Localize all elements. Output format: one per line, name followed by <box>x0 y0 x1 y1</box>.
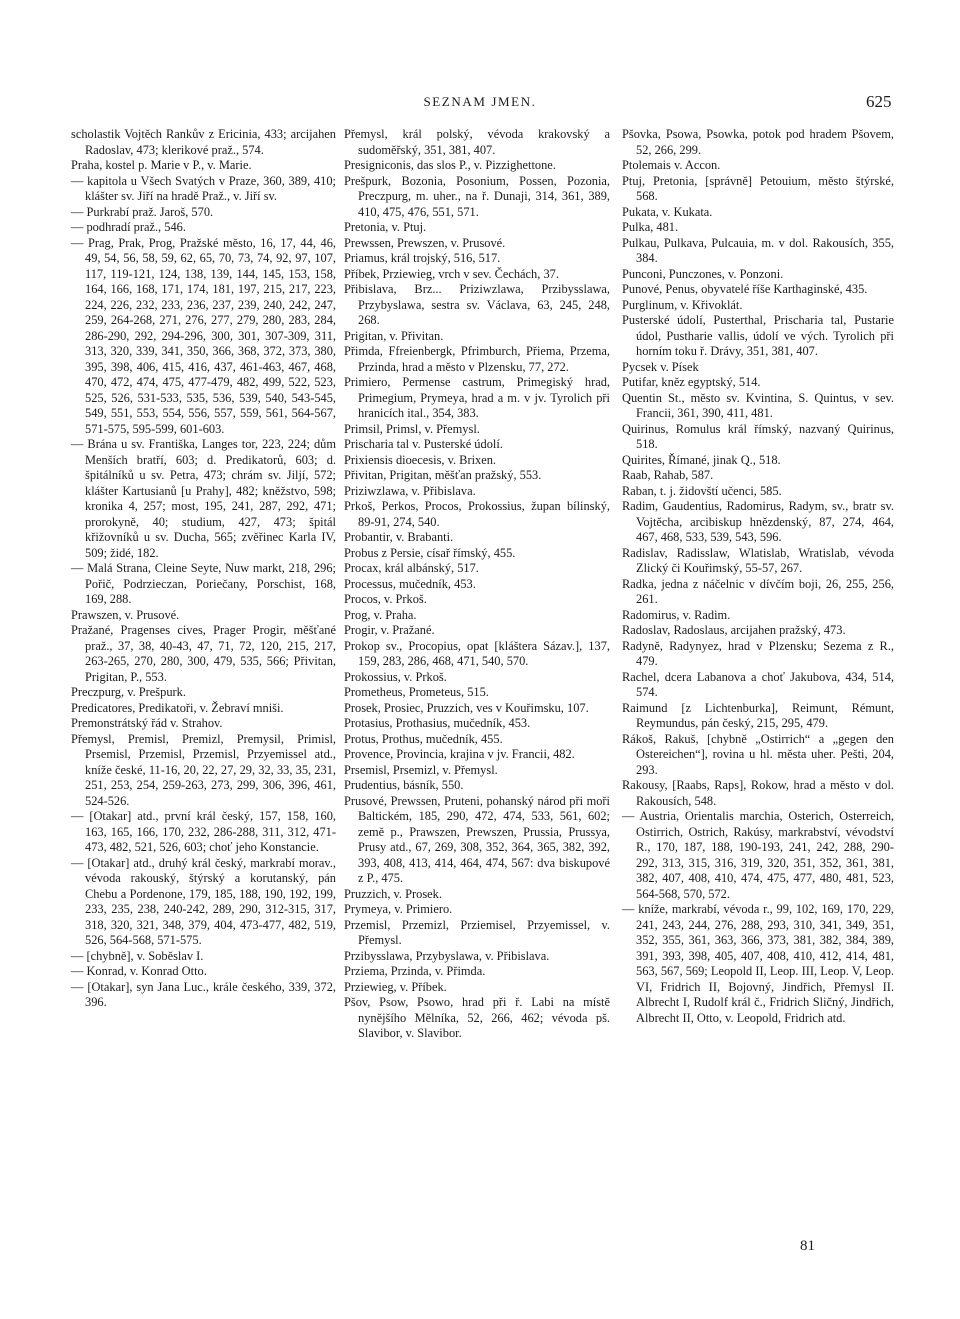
index-entry: Priamus, král trojský, 516, 517. <box>344 251 501 265</box>
index-entry: Quirites, Římané, jinak Q., 518. <box>622 452 781 467</box>
page-header-title: SEZNAM JMEN. <box>423 94 537 109</box>
index-entry: Punconi, Punczones, v. Ponzoni. <box>622 266 784 281</box>
index-entry: Punové, Penus, obyvatelé říše Karthaginské, 435. <box>622 282 868 296</box>
index-entry: Přimda, Ffreienbergk, Pfrimburch, Přiema, Przema, Przinda, hrad a město v Plzensku, 77, 272. <box>344 344 610 374</box>
page-number: 625 <box>866 92 892 111</box>
index-entry: Příbek, Prziewieg, vrch v sev. Čechách, 37. <box>344 266 559 281</box>
index-entry: — Konrad, v. Konrad Otto. <box>71 964 207 978</box>
index-entry: Pretonia, v. Ptuj. <box>344 220 427 234</box>
index-entry: Přivitan, Prigitan, měšťan pražský, 553. <box>344 468 542 482</box>
index-entry: Primiero, Permense castrum, Primegiský hrad, Primegium, Prymeya, hrad a m. v jv. Tyrolich při hranicích ital., 354, 383. <box>344 375 610 420</box>
index-entry: Rákoš, Rakuš, [chybně „Ostirrich“ a „gegen den Ostereichen“], rovina u hl. města uher. Pešti, 204, 293. <box>622 731 894 777</box>
signature-mark: 81 <box>800 1238 815 1254</box>
index-entry: Przemisl, Przemizl, Prziemisel, Przyemissel, v. Přemysl. <box>344 917 610 947</box>
index-entry: Pukata, v. Kukata. <box>622 204 713 219</box>
index-entry: Pulkau, Pulkava, Pulcauia, m. v dol. Rakousích, 355, 384. <box>622 235 894 265</box>
index-entry: Pusterské údolí, Pusterthal, Prischaria tal, Pustarie údol, Pustharie vallis, údolí ve vých. Tyrolich při horním toku ř. Drávy, 351, 381, 407. <box>622 313 894 358</box>
index-entry: Probus z Persie, císař římský, 455. <box>344 545 516 560</box>
index-entry: Purglinum, v. Křivoklát. <box>622 297 743 312</box>
index-entry: Processus, mučedník, 453. <box>344 576 476 591</box>
index-entry: — Brána u sv. Františka, Langes tor, 223, 224; dům Menších bratří, 603; d. Predikatorů, 603; d. špitálníků u sv. Petra, 473; chrám sv. Jiljí, 572; klášter Kartusianů [u Prahy], 482; kněžstvo, 598; kronika 4, 257; most, 195, 241, 287, 292, 471; prorokyně, 40; studium, 427, 473; špitál křižovníků u sv. Ducha, 565; zvěřinec Karla IV, 509; židé, 182. <box>71 437 336 560</box>
index-entry: Raimund [z Lichtenburka], Reimunt, Rémunt, Reymundus, pán český, 215, 295, 479. <box>622 700 894 730</box>
index-entry: Prawszen, v. Prusové. <box>71 607 180 622</box>
index-entry: — Prag, Prak, Prog, Pražské město, 16, 17, 44, 46, 49, 54, 56, 58, 59, 62, 65, 70, 73, 74, 92, 97, 107, 117, 119-121, 124, 138, 139, 144, 145, 153, 158, 164, 166, 168, 171, 174, 181, 197, 215, 217, 223, 224, 226, 232, 233, 236, 237, 239, 240, 242, 247, 259, 264-268, 271, 276, 277, 279, 280, 283, 284, 286-290, 292, 294-296, 300, 301, 307-309, 311, 313, 320, 339, 341, 350, 366, 368, 372, 373, 380, 395, 398, 406, 415, 416, 437, 461-463, 467, 468, 470, 472, 474, 475, 477-479, 482, 499, 522, 523, 525, 526, 531-533, 535, 536, 539, 540, 543-545, 549, 551, 553, 554, 556, 557, 559, 561, 564-567, 571-575, 595-599, 601-603. <box>71 235 336 436</box>
index-entry: Protasius, Prothasius, mučedník, 453. <box>344 716 531 730</box>
index-entry: Prosek, Prosiec, Pruzzich, ves v Kouřimsku, 107. <box>344 700 589 715</box>
index-entry: Prokossius, v. Prkoš. <box>344 669 447 684</box>
index-entry: Prischaria tal v. Pusterské údolí. <box>344 437 503 451</box>
index-entry: — Purkrabí praž. Jaroš, 570. <box>71 204 214 219</box>
index-entry: Ptuj, Pretonia, [správně] Petouium, město štýrské, 568. <box>622 173 894 203</box>
index-entry: Radoslav, Radoslaus, arcijahen pražský, 473. <box>622 623 846 637</box>
index-entry: Prkoš, Perkos, Procos, Prokossius, župan bílinský, 89-91, 274, 540. <box>344 499 610 529</box>
index-entry: Přemysl, král polský, vévoda krakovský a sudoměřský, 351, 381, 407. <box>344 127 610 157</box>
index-entry: Pulka, 481. <box>622 220 679 234</box>
index-entry: Putifar, kněz egyptský, 514. <box>622 375 761 389</box>
index-entry: Procax, král albánský, 517. <box>344 561 479 575</box>
index-entry: Priziwzlawa, v. Přibislava. <box>344 483 476 498</box>
index-entry: Prešpurk, Bozonia, Posonium, Possen, Pozonia, Preczpurg, m. uher., na ř. Dunaji, 314, 361, 389, 410, 475, 476, 551, 571. <box>344 173 610 219</box>
index-entry: scholastik Vojtěch Rankův z Ericinia, 433; arcijahen Radoslav, 473; klerikové praž., 574. <box>71 127 336 157</box>
index-entry: Rachel, dcera Labanova a choť Jakubova, 434, 514, 574. <box>622 669 894 699</box>
index-entry: Raban, t. j. židovští učenci, 585. <box>622 483 782 498</box>
index-entry: Prusové, Prewssen, Pruteni, pohanský národ při moři Baltickém, 185, 290, 472, 474, 533, 561, 602; země p., Prawszen, Prewszen, Prussia, Prussya, Prusy atd., 67, 269, 308, 352, 364, 365, 382, 392, 393, 408, 413, 414, 464, 474, 567: dva biskupové z P., 475. <box>344 793 610 885</box>
index-entry: Premonstrátský řád v. Strahov. <box>71 716 223 730</box>
index-entry: — kníže, markrabí, vévoda r., 99, 102, 169, 170, 229, 241, 243, 244, 276, 288, 293, 310, 341, 349, 351, 352, 355, 361, 363, 366, 373, 381, 382, 384, 389, 391, 393, 398, 405, 407, 408, 410, 412, 414, 481, 563, 567, 569; Leopold II, Leop. III, Leop. V, Leop. VI, Fridrich II, Bojovný, Jindřich, Přemysl II. Albrecht I, Rudolf král č., Fridrich Sličný, Jindřich, Albrecht II, Otto, v. Leopold, Fridrich atd. <box>622 902 894 1025</box>
index-entry: Presigniconis, das slos P., v. Pizzighettone. <box>344 158 556 172</box>
index-entry: Quirinus, Romulus král římský, nazvaný Quirinus, 518. <box>622 421 894 451</box>
index-entry: — Austria, Orientalis marchia, Osterich, Osterreich, Ostirrich, Ostrich, Rakúsy, markrabství, vévodství R., 170, 187, 188, 190-193, 241, 242, 288, 290-292, 313, 315, 316, 319, 320, 351, 352, 361, 381, 382, 407, 408, 410, 474, 475, 477, 480, 481, 523, 564-568, 570, 572. <box>622 809 894 901</box>
index-entry: Pycsek v. Písek <box>622 359 699 374</box>
index-entry: Praha, kostel p. Marie v P., v. Marie. <box>71 158 252 172</box>
index-entry: — [chybně], v. Soběslav I. <box>71 948 204 963</box>
index-column-2 <box>344 127 610 1042</box>
index-entry: Prsemisl, Prsemizl, v. Přemysl. <box>344 762 498 777</box>
index-entry: Radka, jedna z náčelnic v dívčím boji, 26, 255, 256, 261. <box>622 576 894 606</box>
index-entry: — [Otakar], syn Jana Luc., krále českého, 339, 372, 396. <box>71 979 336 1009</box>
index-entry: Prziema, Przinda, v. Přimda. <box>344 964 486 978</box>
index-entry: — kapitola u Všech Svatých v Praze, 360, 389, 410; klášter sv. Jiří na hradě Praž., v. Jiří sv. <box>71 173 336 203</box>
index-entry: Provence, Provincia, krajina v jv. Francii, 482. <box>344 747 575 761</box>
index-entry: Predicatores, Predikatoři, v. Žebraví mniši. <box>71 700 284 715</box>
index-entry: Progir, v. Pražané. <box>344 623 435 637</box>
index-entry: — [Otakar] atd., druhý král český, markrabí morav., vévoda rakouský, štýrský a korutanský, pán Chebu a Pordenone, 179, 185, 188, 190, 192, 199, 233, 235, 238, 240-242, 289, 290, 312-315, 317, 318, 320, 321, 348, 379, 404, 473-477, 482, 519, 526, 564-568, 571-575. <box>71 855 336 947</box>
index-entry: Primsil, Primsl, v. Přemysl. <box>344 421 480 436</box>
index-entry: Quentin St., město sv. Kvintina, S. Quintus, v sev. Francii, 361, 390, 411, 481. <box>622 390 894 420</box>
index-entry: Prziewieg, v. Příbek. <box>344 979 447 994</box>
index-entry: Pšovka, Psowa, Psowka, potok pod hradem Pšovem, 52, 266, 299. <box>622 127 894 157</box>
index-entry: Pruzzich, v. Prosek. <box>344 886 442 901</box>
index-entry: — podhradí praž., 546. <box>71 220 186 234</box>
index-entry: Procos, v. Prkoš. <box>344 592 427 606</box>
index-entry: — Malá Strana, Cleine Seyte, Nuw markt, 218, 296; Pořič, Podrzieczan, Poriečany, Porschist, 168, 169, 288. <box>71 561 336 606</box>
index-entry: Přemysl, Premisl, Premizl, Premysil, Primisl, Prsemisl, Przemisl, Przemisl, Przyemissel atd., kníže české, 11-16, 20, 22, 27, 29, 32, 33, 35, 231, 251, 253, 254, 259-263, 273, 299, 306, 396, 461, 524-526. <box>71 731 336 808</box>
index-entry: Protus, Prothus, mučedník, 455. <box>344 731 503 746</box>
index-entry: Ptolemais v. Accon. <box>622 158 721 172</box>
index-entry: Prokop sv., Procopius, opat [kláštera Sázav.], 137, 159, 283, 286, 468, 471, 540, 570. <box>344 638 610 668</box>
index-entry: Rakousy, [Raabs, Raps], Rokow, hrad a město v dol. Rakousích, 548. <box>622 778 894 808</box>
index-entry: Przibysslawa, Przybyslawa, v. Přibislava. <box>344 948 550 963</box>
index-entry: Prog, v. Praha. <box>344 607 417 622</box>
index-entry: Raab, Rahab, 587. <box>622 468 714 482</box>
index-column-1 <box>71 127 336 1011</box>
index-entry: Radyně, Radynyez, hrad v Plzensku; Sezema z R., 479. <box>622 638 894 668</box>
index-entry: Probantir, v. Brabanti. <box>344 530 454 544</box>
index-entry: Prixiensis dioecesis, v. Brixen. <box>344 452 496 467</box>
index-entry: Radomirus, v. Radim. <box>622 607 731 622</box>
index-entry: Preczpurg, v. Prešpurk. <box>71 685 186 699</box>
index-entry: Prigitan, v. Přivitan. <box>344 328 444 343</box>
index-entry: Pšov, Psow, Psowo, hrad při ř. Labi na místě nynějšího Mělníka, 52, 266, 462; vévoda pš. Slavibor, v. Slavibor. <box>344 995 610 1040</box>
index-entry: Pražané, Pragenses cives, Prager Progir, měšťané praž., 37, 38, 40-43, 47, 71, 72, 120, 215, 217, 263-265, 270, 280, 300, 479, 535, 566; Přivitan, Prigitan, P., 553. <box>71 623 336 684</box>
index-entry: Radim, Gaudentius, Radomirus, Radym, sv., bratr sv. Vojtěcha, arcibiskup hnězdenský, 87, 274, 464, 467, 468, 533, 539, 543, 596. <box>622 499 894 544</box>
index-entry: — [Otakar] atd., první král český, 157, 158, 160, 163, 165, 166, 170, 232, 286-288, 311, 312, 471-473, 482, 521, 526, 603; choť jeho Konstancie. <box>71 809 336 854</box>
index-entry: Prometheus, Prometeus, 515. <box>344 685 489 699</box>
index-entry: Prymeya, v. Primiero. <box>344 902 453 916</box>
index-entry: Prewssen, Prewszen, v. Prusové. <box>344 235 506 250</box>
index-entry: Radislav, Radisslaw, Wlatislab, Wratislab, vévoda Zlický či Kouřimský, 55-57, 267. <box>622 545 894 575</box>
index-entry: Přibislava, Brz... Priziwzlawa, Przibysslawa, Przybyslawa, sestra sv. Václava, 63, 245, 248, 268. <box>344 282 610 327</box>
index-entry: Prudentius, básník, 550. <box>344 778 464 792</box>
index-column-3 <box>622 127 894 1026</box>
